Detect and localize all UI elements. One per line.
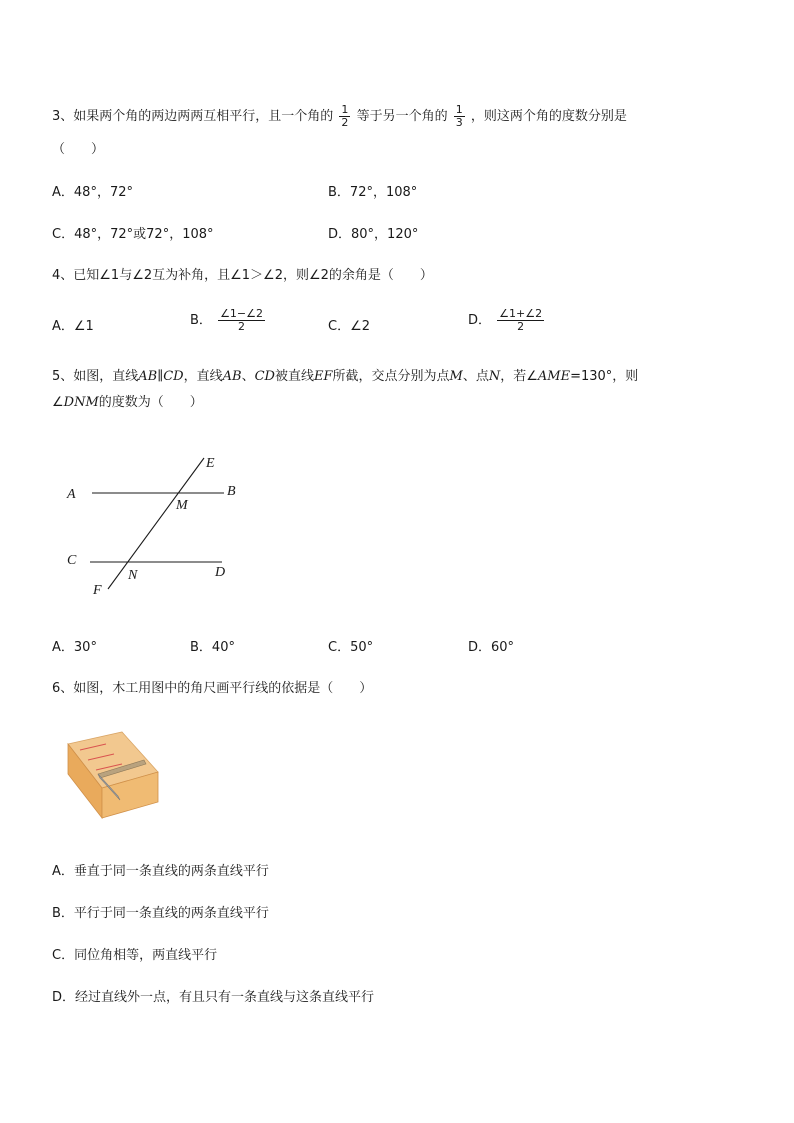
q5-option-b[interactable]: B．40° [190, 640, 235, 655]
q3-option-c[interactable]: C．48°，72°或72°，108° [52, 227, 214, 242]
label-n: N [128, 568, 138, 583]
q4-option-c[interactable]: C．∠2 [328, 319, 371, 334]
label-c: C [67, 553, 77, 568]
q6-stem: 6、如图，木工用图中的角尺画平行线的依据是（ ） [52, 681, 373, 696]
label-b: B [227, 484, 236, 499]
q6-option-b[interactable]: B．平行于同一条直线的两条直线平行 [52, 906, 269, 921]
q3-option-b[interactable]: B．72°，108° [328, 185, 418, 200]
carpenter-square-wood-block-illustration [62, 726, 172, 826]
label-e: E [206, 456, 215, 471]
q4-option-b-fraction: $\frac{\angle 1-\angle 2}{2}$ [220, 307, 263, 333]
q5-option-d[interactable]: D．60° [468, 640, 515, 655]
q5-parallel-lines-figure [60, 450, 250, 600]
q4-option-d[interactable]: D． $\frac{\angle 1+\angle 2}{2}$ [468, 307, 543, 333]
q5-stem: 5、如图，直线AB∥CD，直线AB、CD被直线EF所截，交点分别为点M、点N，若∠AME=130°，则 [52, 369, 639, 384]
q6-option-d[interactable]: D．经过直线外一点，有且只有一条直线与这条直线平行 [52, 990, 375, 1005]
q6-option-a[interactable]: A．垂直于同一条直线的两条直线平行 [52, 864, 269, 879]
q6-option-c[interactable]: C．同位角相等，两直线平行 [52, 948, 218, 963]
q3-option-d[interactable]: D．80°，120° [328, 227, 419, 242]
label-a: A [67, 487, 76, 502]
q5-stem-line2: ∠DNM的度数为（ ） [52, 395, 203, 410]
label-f: F [93, 583, 102, 598]
label-m: M [176, 498, 188, 513]
line-ef [108, 458, 204, 589]
q5-option-a[interactable]: A．30° [52, 640, 97, 655]
q4-option-b[interactable]: B． $\frac{\angle 1-\angle 2}{2}$ [190, 307, 263, 333]
label-d: D [215, 565, 226, 580]
q5-option-c[interactable]: C．50° [328, 640, 374, 655]
q4-option-d-fraction: $\frac{\angle 1+\angle 2}{2}$ [499, 307, 543, 333]
q3-answer-paren: （ ） [52, 142, 105, 157]
q3-fraction-third: $\frac{1}{3}$ [455, 103, 463, 129]
q4-stem: 4、已知∠1与∠2互为补角，且∠1＞∠2，则∠2的余角是（ ） [52, 268, 433, 283]
q3-fraction-half: $\frac{1}{2}$ [341, 103, 349, 129]
q3-stem: 3、如果两个角的两边两两互相平行，且一个角的 $\frac{1}{2}$ 等于另一个角的 $\frac{1}{3}$ ，则这两个角的度数分别是 [52, 103, 627, 129]
q4-option-a[interactable]: A．∠1 [52, 319, 94, 334]
q3-option-a[interactable]: A．48°，72° [52, 185, 133, 200]
